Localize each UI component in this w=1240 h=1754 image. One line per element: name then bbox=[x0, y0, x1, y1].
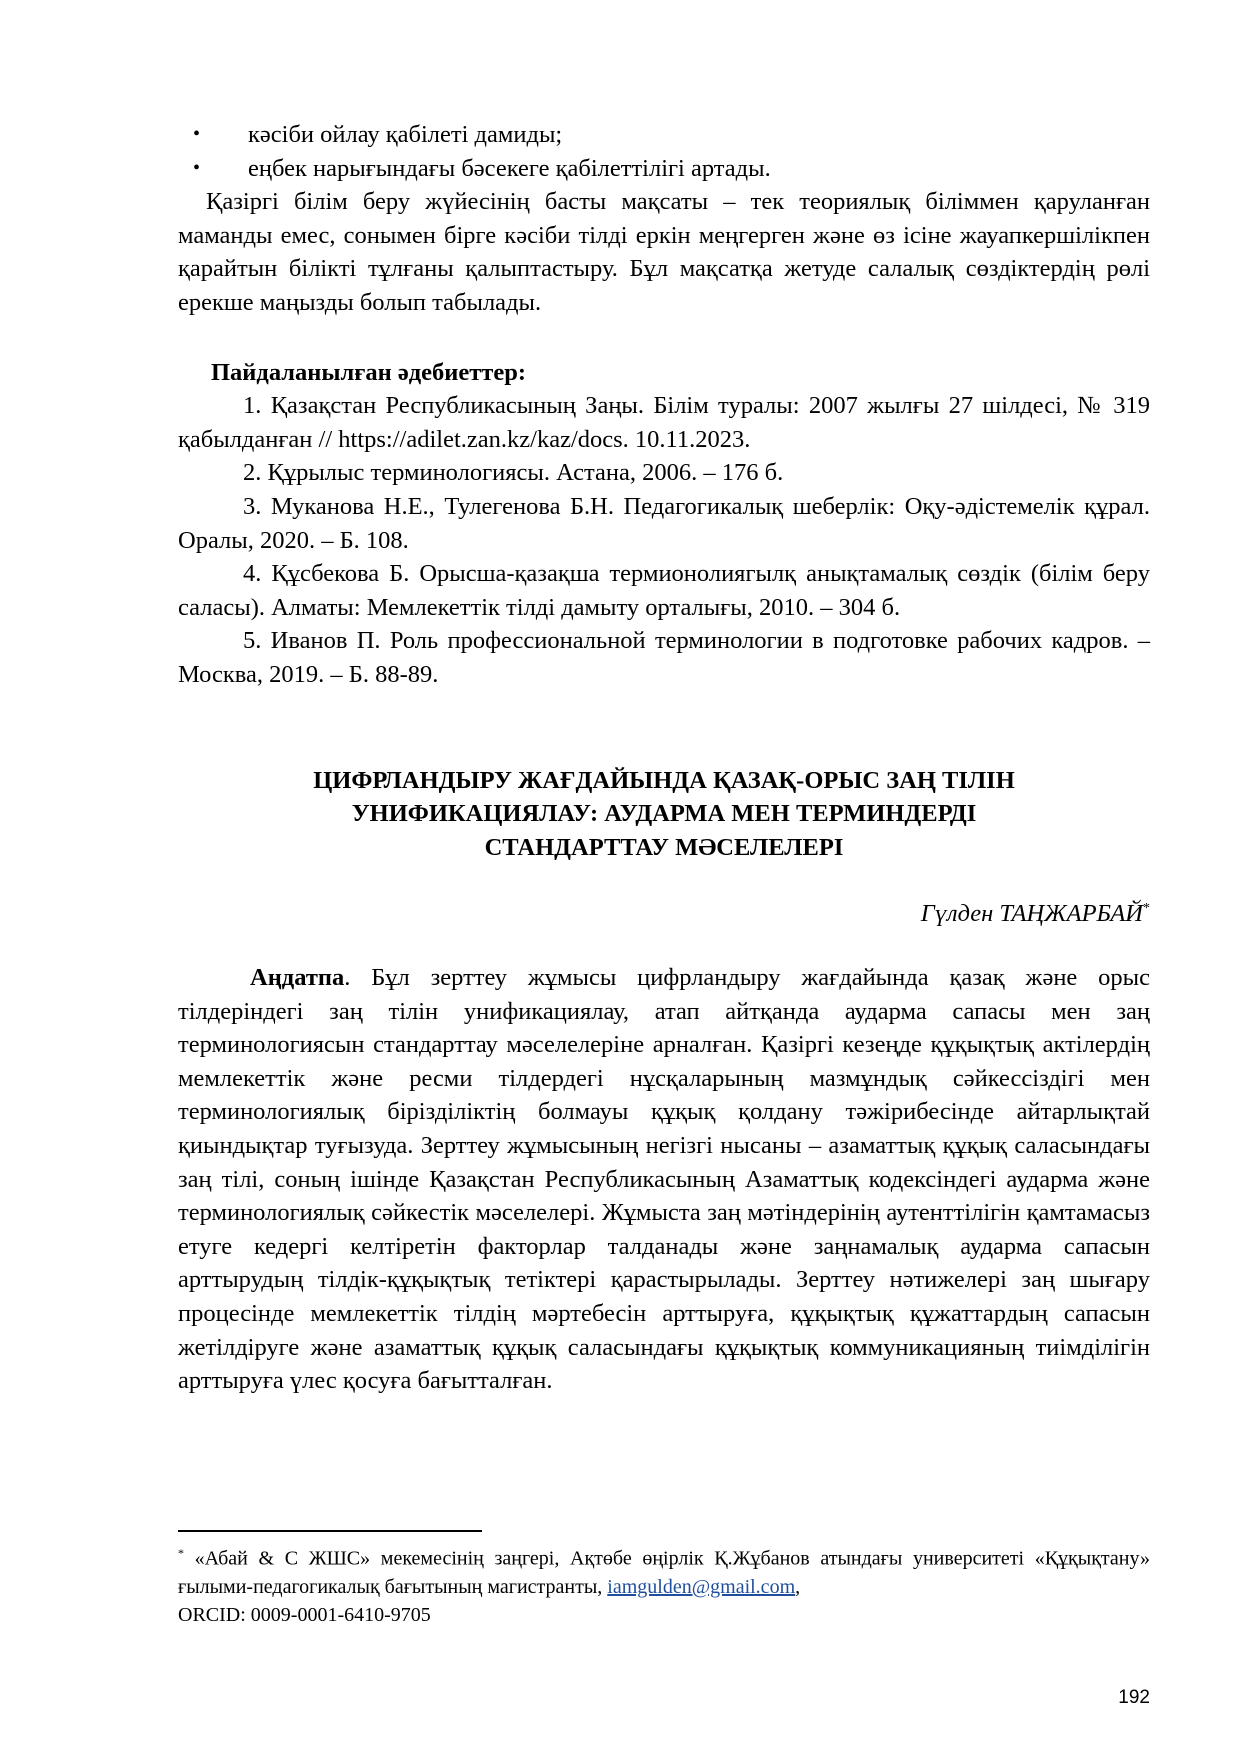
bullet-item: • кәсіби ойлау қабілеті дамиды; bbox=[178, 118, 1150, 152]
footnote-divider bbox=[178, 1530, 482, 1532]
author-name: Гүлден ТАҢЖАРБАЙ* bbox=[920, 900, 1150, 928]
bullet-item: • еңбек нарығындағы бәсекеге қабілеттілігі артады. bbox=[178, 152, 1150, 186]
reference-item: 1. Қазақстан Республикасының Заңы. Білім туралы: 2007 жылғы 27 шілдесі, № 319 қабылданған // https://adilet.zan.kz/kaz/docs. 10.11.2023. bbox=[178, 392, 1150, 453]
reference-item: 3. Муканова Н.Е., Тулегенова Б.Н. Педагогикалық шеберлік: Оқу-әдістемелік құрал. Оралы, 2020. – Б. 108. bbox=[178, 492, 1150, 554]
conclusion-paragraph: Қазіргі білім беру жүйесінің басты мақсаты – тек теориялық біліммен қаруланған маманды емес, сонымен бірге кәсіби тілді еркін меңгерген және өз ісіне жауапкершілікпен қарайтын білікті тұлғаны қалыптастыру. Бұл мақсатқа жетуде салалық сөздіктердің рөлі ерекше маңызды болып табылады. bbox=[178, 188, 1150, 316]
reference-item: 5. Иванов П. Роль профессиональной терминологии в подготовке рабочих кадров. – Москва, 2019. – Б. 88-89. bbox=[178, 627, 1150, 688]
article-title-line: УНИФИКАЦИЯЛАУ: АУДАРМА МЕН ТЕРМИНДЕРДІ bbox=[351, 800, 977, 828]
page-content bbox=[178, 118, 1150, 1398]
author-email-link[interactable]: iamgulden@gmail.com bbox=[607, 1575, 796, 1598]
article-title-line: ЦИФРЛАНДЫРУ ЖАҒДАЙЫНДА ҚАЗАҚ-ОРЫС ЗАҢ ТІЛІН bbox=[313, 766, 1015, 794]
references-list bbox=[178, 389, 1150, 691]
footnote-marker[interactable]: * bbox=[1143, 901, 1150, 917]
abstract-text: . Бұл зерттеу жұмысы цифрландыру жағдайында қазақ және орыс тілдеріндегі заң тілін унификациялау, атап айтқанда аударма сапасы мен заң терминологиясын стандарттау мәселелеріне арналған. Қазіргі кезеңде құқықтық актілердің мемлекеттік және ресми тілдердегі нұсқаларының мазмұндық сәйкессіздігі мен терминологиялық бірізділіктің болмауы құқық қолдану тәжірибесінде айтарлықтай қиындықтар туғызуда. Зерттеу жұмысының негізгі нысаны – азаматтық құқық саласындағы заң тілі, соның ішінде Қазақстан Республикасының Азаматтық кодексіндегі аударма және терминологиялық сәйкестік мәселелері. Жұмыста заң мәтіндерінің аутенттілігін қамтамасыз етуге кедергі келтіретін факторлар талданады және заңнамалық аударма сапасын арттырудың тілдік-құқықтық тетіктері қарастырылады. Зерттеу нәтижелері заң шығару процесінде мемлекеттік тілдің мәртебесін арттыруға, құқықтық құжаттардың сапасын жетілдіруге және азаматтық құқық саласындағы құқықтық коммуникацияның тиімділігін арттыруға үлес қосуға бағытталған. bbox=[178, 964, 1150, 1395]
reference-item: 4. Құсбекова Б. Орысша-қазақша термионолиягылқ анықтамалық сөздік (білім беру саласы). Алматы: Мемлекеттік тілді дамыту орталығы, 2010. – 304 б. bbox=[178, 560, 1150, 621]
footnote-mark: * bbox=[178, 1546, 184, 1560]
bullet-icon: • bbox=[193, 123, 201, 145]
abstract-paragraph bbox=[178, 961, 1150, 1398]
article-title bbox=[178, 764, 1150, 865]
article-title-line: СТАНДАРТТАУ МӘСЕЛЕЛЕРІ bbox=[484, 833, 844, 861]
bullet-icon: • bbox=[193, 156, 201, 179]
footnote: * «Абай & С ЖШС» мекемесінің заңгері, Ақтөбе өңірлік Қ.Жұбанов атындағы университеті «Құқықтану» ғылыми-педагогикалық бағытының магистранты, iamgulden@gmail.com, ORCID: 0009-0001-6410-9705 bbox=[178, 1546, 1150, 1626]
page-number: 192 bbox=[1118, 1687, 1150, 1708]
abstract-label: Аңдатпа bbox=[250, 964, 345, 992]
footnote-text: «Абай & С ЖШС» мекемесінің заңгері, Ақтөбе өңірлік Қ.Жұбанов атындағы университеті «Құқықтану» ғылыми-педагогикалық бағытының магистранты, bbox=[178, 1547, 1150, 1598]
orcid: ORCID: 0009-0001-6410-9705 bbox=[178, 1603, 431, 1626]
references-heading: Пайдаланылған әдебиеттер: bbox=[211, 358, 526, 386]
reference-item: 2. Құрылыс терминологиясы. Астана, 2006. – 176 б. bbox=[243, 459, 784, 487]
bullet-list bbox=[178, 118, 1150, 185]
